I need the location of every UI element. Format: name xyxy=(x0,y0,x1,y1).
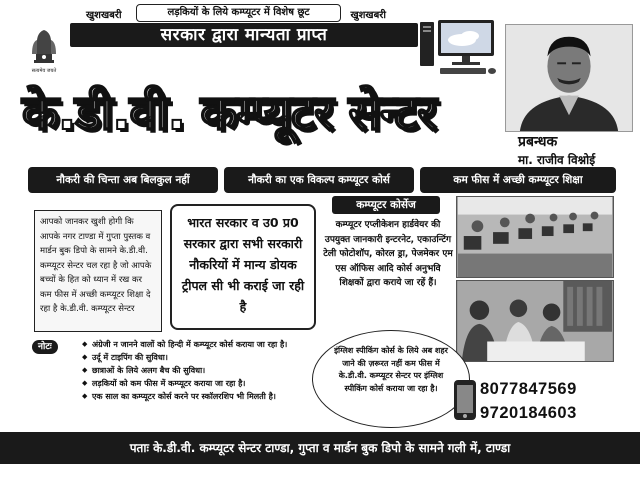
phone-number-2[interactable]: 9720184603 xyxy=(480,404,577,422)
state-emblem-icon xyxy=(24,24,64,76)
notes-section xyxy=(30,338,320,430)
english-speaking-bubble xyxy=(312,330,470,428)
top-strip xyxy=(86,4,386,22)
notes-list xyxy=(82,338,322,403)
ribbon-job-option: नौकरी का एक विकल्प कम्प्यूटर कोर्स xyxy=(224,167,414,193)
recognition-banner: सरकार द्वारा मान्यता प्राप्त xyxy=(70,23,418,47)
note-item: ◆ उर्दू में टाइपिंग की सुविधा। xyxy=(82,351,322,364)
courses-heading: कम्प्यूटर कोर्सेज xyxy=(332,196,440,214)
emblem-caption: सत्यमेव जयते xyxy=(31,68,57,74)
student-group-photo xyxy=(456,280,614,362)
govt-jobs-card xyxy=(170,204,316,330)
note-item: ◆ एक साल का कम्प्यूटर कोर्स करने पर स्कॉलरशिप भी मिलती है। xyxy=(82,390,322,403)
notes-label: नोटः xyxy=(32,340,58,354)
classroom-photo xyxy=(456,196,614,278)
kicker-left: खुशखबरी xyxy=(86,10,122,21)
intro-text: आपको जानकर खुशी होगी कि आपके नगर टाण्डा में गुप्ता पुस्तक व मार्डन बुक डिपो के सामने के.डी.वी. कम्प्यूटर सेन्टर चल रहा है जो आपके बच्चों के हित को ध्यान में रख कर कम फीस में अच्छी कम्प्यूटर शिक्षा दे रहा है के.डी.वी. कम्प्यूटर सेन्टर xyxy=(40,217,152,314)
note-item: ◆ अंग्रेजी न जानने वालों को हिन्दी में कम्प्यूटर कोर्स कराया जा रहा है। xyxy=(82,338,322,351)
centre-name-title: के.डी.वी. कम्प्यूटर सेन्टर xyxy=(22,85,436,141)
courses-list xyxy=(322,218,454,336)
phone-number-1[interactable]: 8077847569 xyxy=(480,380,577,398)
ribbon-low-fee: कम फीस में अच्छी कम्प्यूटर शिक्षा xyxy=(420,167,616,193)
kicker-right: खुशखबरी xyxy=(350,10,386,21)
manager-designation: प्रबन्धक xyxy=(518,134,558,150)
english-speaking-text: इंग्लिश स्पीकिंग कोर्स के लिये अब शहर जाने की ज़रूरत नहीं कम फीस में के.डी.वी. कम्प्यूटर सेन्टर पर इंग्लिश स्पीकिंग कोर्स कराया जा रहा है। xyxy=(334,346,448,393)
address-footer: पताः के.डी.वी. कम्प्यूटर सेन्टर टाण्डा, गुप्ता व मार्डन बुक डिपो के सामने गली में, टाण्डा xyxy=(0,432,640,464)
courses-list-text: कम्प्यूटर एप्लीकेशन हार्डवेयर की उपयुक्त जानकारी इन्टरनेट, एकाउन्टिंग टेली फोटोशॉप, कोरल ड्रा, पेजमेकर एम एस ऑफिस आदि कोर्स अनुभवि शिक्षकों द्वारा कराये जा रहें हैं। xyxy=(323,220,453,288)
manager-name: मा. राजीव विश्नोई xyxy=(518,153,596,167)
manager-photo xyxy=(505,24,633,132)
note-item: ◆ छात्राओं के लिये अलग बैच की सुविधा। xyxy=(82,364,322,377)
intro-card xyxy=(34,210,162,332)
ribbon-no-job-worry: नौकरी की चिन्ता अब बिलकुल नहीं xyxy=(28,167,218,193)
govt-jobs-text: भारत सरकार व उ0 प्र0 सरकार द्वारा सभी सरकारी नौकरियों में मान्य डोयक ट्रीपल सी भी कराई जा रही है xyxy=(181,215,305,314)
mobile-phone-icon xyxy=(452,378,478,422)
desktop-computer-icon xyxy=(418,18,500,76)
note-item: ◆ लड़कियों को कम फीस में कम्प्यूटर कराया जा रहा है। xyxy=(82,377,322,390)
special-offer-banner: लड़कियों के लिये कम्प्यूटर में विशेष छूट xyxy=(136,4,341,22)
